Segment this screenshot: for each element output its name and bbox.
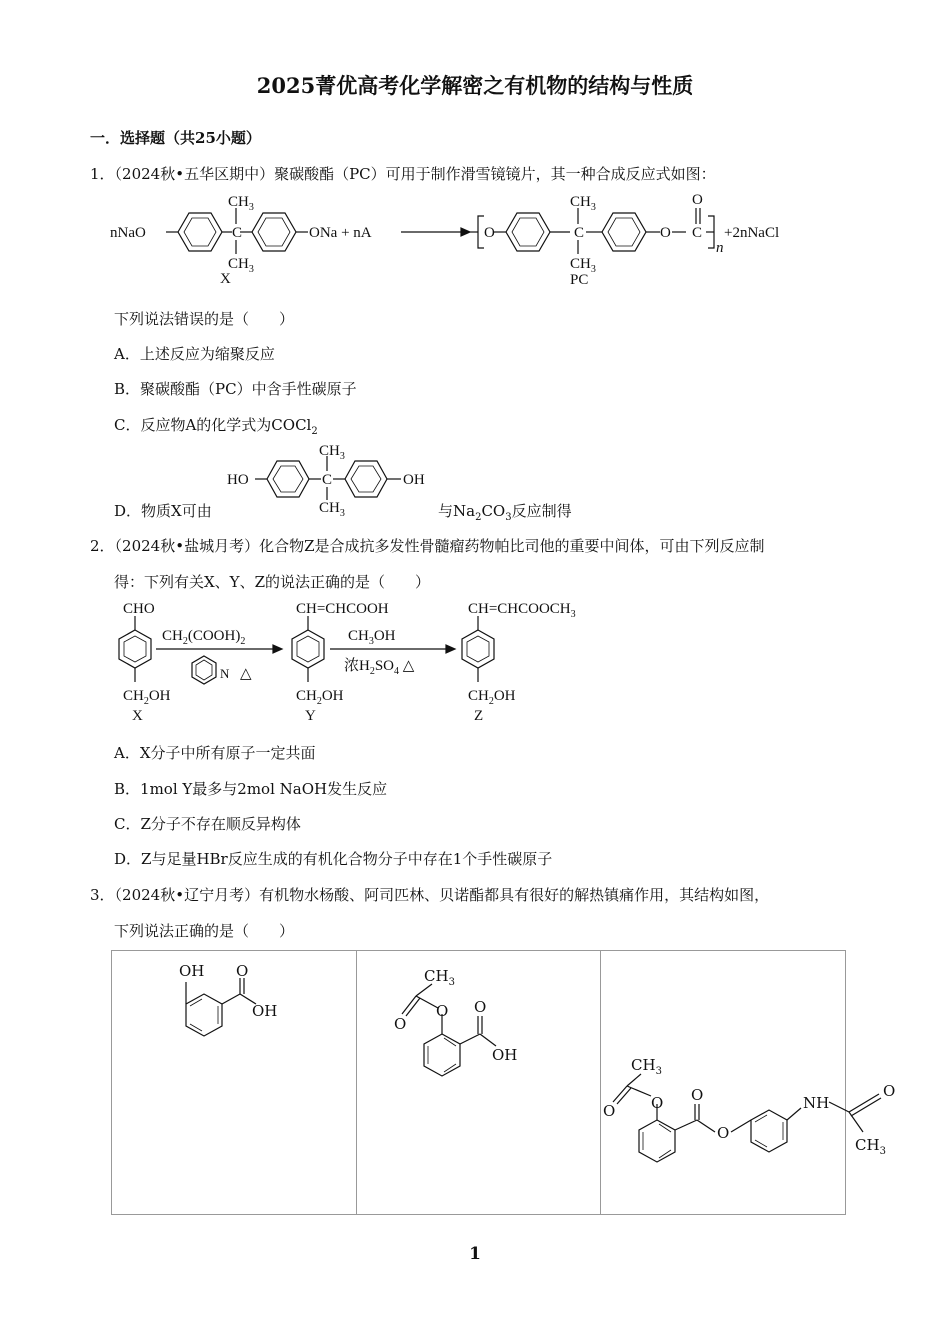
- svg-text:O: O: [393, 1015, 406, 1033]
- svg-text:浓H2SO4 △: 浓$H_2SO_4$ △: [344, 658, 415, 677]
- svg-text:C: C: [692, 225, 703, 241]
- svg-text:CH2OH: $CH_2OH$: [123, 688, 171, 707]
- x-cho: CHO: [123, 601, 155, 617]
- q2-stem-line2: 得：下列有关X、Y、Z的说法正确的是（ ）: [114, 573, 431, 591]
- q1-option-a[interactable]: A．上述反应为缩聚反应: [114, 345, 275, 363]
- q1-prompt: 下列说法错误的是（ ）: [114, 310, 295, 328]
- q1-option-d-tail: 与$Na_2CO_3$反应制得: [438, 502, 572, 523]
- q3-stem-line1: 3．（2024秋•辽宁月考）有机物水杨酸、阿司匹林、贝诺酯都具有很好的解热镇痛作用，其结构如图，: [90, 886, 770, 904]
- svg-text:CH3OH: $CH_3OH$: [348, 628, 396, 647]
- svg-text:O: O: [691, 1086, 704, 1104]
- svg-text:CH3: $CH_3$: [319, 500, 345, 519]
- q2-option-d[interactable]: D．Z与足量HBr反应生成的有机化合物分子中存在1个手性碳原子: [114, 850, 553, 868]
- q2-reaction-scheme: [108, 596, 628, 731]
- q1-option-d[interactable]: D．物质X可由: [114, 502, 212, 520]
- aspirin-cell: [356, 951, 601, 1215]
- bpa-ho: HO: [227, 472, 249, 488]
- q1-reactant-label: nNaO: [110, 225, 146, 241]
- q1-ona-label: ONa + nA: [309, 225, 372, 241]
- salicylic-acid-cell: [112, 951, 357, 1215]
- q1-label-pc: PC: [570, 272, 589, 288]
- q2-option-b[interactable]: B．1mol Y最多与2mol NaOH发生反应: [114, 780, 388, 798]
- q1-n: n: [716, 240, 724, 256]
- svg-text:O: O: [883, 1082, 896, 1100]
- q3-stem-line2: 下列说法正确的是（ ）: [114, 922, 295, 940]
- svg-text:CH3: $CH_3$: [228, 256, 254, 275]
- svg-text:O: O: [435, 1002, 448, 1020]
- q1-option-b[interactable]: B．聚碳酸酯（PC）中含手性碳原子: [114, 380, 357, 398]
- page-title: 2025菁优高考化学解密之有机物的结构与性质: [256, 73, 694, 98]
- q3-structure-table: [111, 950, 896, 1215]
- y-top: CH=CHCOOH: [296, 601, 389, 617]
- sa-oh: OH: [179, 962, 205, 980]
- salicylic-acid-structure: [152, 956, 352, 1066]
- aspirin-structure: [382, 956, 582, 1116]
- page-number: 1: [469, 1244, 481, 1264]
- label-x: X: [132, 708, 143, 724]
- q2-stem-line1: 2．（2024秋•盐城月考）化合物Z是合成抗多发性骨髓瘤药物帕比司他的重要中间体，可由下列反应制: [90, 537, 765, 555]
- svg-text:O: O: [717, 1124, 730, 1142]
- svg-text:O: O: [603, 1102, 616, 1120]
- svg-text:O: O: [651, 1094, 664, 1112]
- q1-bisphenol-structure: [225, 440, 440, 520]
- svg-text:CH3: $CH_3$: [319, 443, 345, 462]
- sa-o: O: [236, 962, 249, 980]
- svg-text:CH3: $CH_3$: [570, 256, 596, 275]
- svg-text:C: C: [574, 225, 585, 241]
- q1-reaction-scheme: [108, 190, 808, 290]
- pyridine-n: N: [220, 666, 230, 681]
- benorylate-cell: [601, 951, 896, 1215]
- svg-text:CH3: $CH_3$: [570, 194, 596, 213]
- benorylate-structure: [601, 1046, 911, 1196]
- svg-text:CH3: $CH_3$: [631, 1056, 663, 1077]
- bpa-oh: OH: [403, 472, 425, 488]
- svg-text:O: O: [473, 998, 486, 1016]
- svg-text:CH3: $CH_3$: [228, 194, 254, 213]
- svg-text:CH3: $CH_3$: [423, 967, 455, 988]
- svg-text:O: O: [660, 225, 671, 241]
- svg-text:CH2OH: $CH_2OH$: [468, 688, 516, 707]
- svg-text:O: O: [484, 225, 495, 241]
- q1-product-end: +2nNaCl: [724, 225, 780, 241]
- delta-1: △: [240, 666, 252, 682]
- svg-text:CH2(COOH)2: $CH_2(COOH)_2$: [162, 628, 246, 647]
- svg-text:C: C: [322, 472, 333, 488]
- label-z: Z: [474, 708, 484, 724]
- section-heading: 一．选择题（共25小题）: [90, 129, 261, 147]
- svg-text:CH=CHCOOCH3: $CH=CHCOOCH_3$: [468, 601, 576, 620]
- q1-option-c[interactable]: C．反应物A的化学式为COCl$_2$: [114, 416, 318, 437]
- svg-text:CH3: $CH_3$: [855, 1136, 887, 1157]
- label-y: Y: [305, 708, 316, 724]
- q1-stem: 1．（2024秋•五华区期中）聚碳酸酯（PC）可用于制作滑雪镜镜片，其一种合成反应式如图：: [90, 165, 716, 183]
- q1-label-x: X: [220, 271, 231, 287]
- svg-text:CH2OH: $CH_2OH$: [296, 688, 344, 707]
- svg-text:O: O: [692, 192, 703, 208]
- q2-option-c[interactable]: C．Z分子不存在顺反异构体: [114, 815, 301, 833]
- svg-text:OH: OH: [252, 1002, 278, 1020]
- q2-option-a[interactable]: A．X分子中所有原子一定共面: [114, 744, 316, 762]
- svg-text:C: C: [232, 225, 243, 241]
- bn-nh: NH: [803, 1094, 830, 1112]
- svg-text:OH: OH: [491, 1046, 518, 1064]
